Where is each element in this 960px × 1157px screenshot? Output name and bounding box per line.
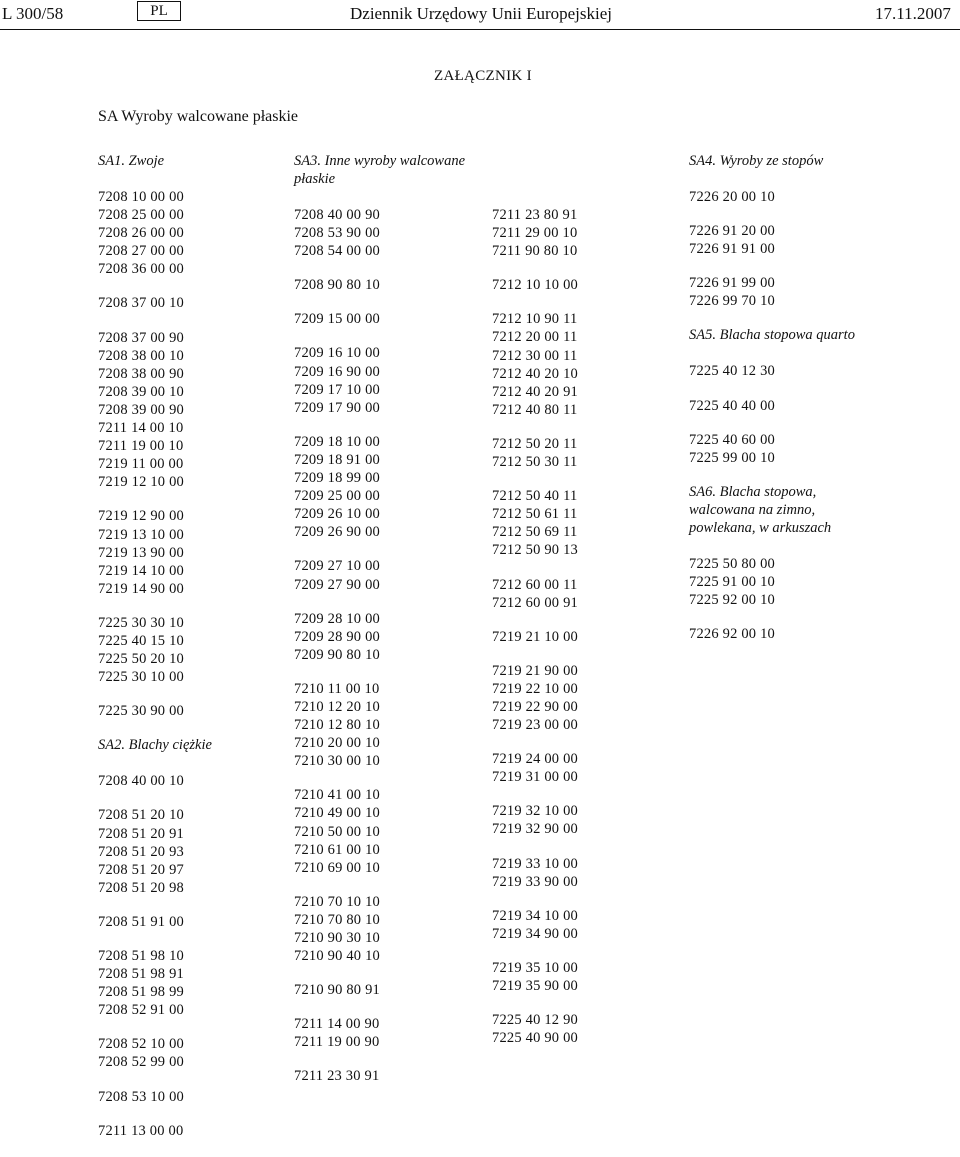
cn-code: 7219 22 90 00 [492,698,578,715]
code-group [98,1122,278,1140]
code-group [689,555,879,609]
cn-code: 7208 39 00 90 [98,401,184,418]
cn-code: 7219 32 10 00 [492,803,578,820]
cn-code: 7211 29 00 10 [492,225,578,242]
cn-code: 7225 40 12 90 [492,1012,578,1029]
page-reference: L 300/58 [2,4,64,23]
code-group [492,435,677,471]
cn-code: 7225 40 60 00 [689,431,775,448]
code-group [98,294,278,312]
cn-code: 7225 30 30 10 [98,614,184,631]
publication-date: 17.11.2007 [875,4,951,23]
column-2 [294,152,479,1102]
cn-code: 7210 12 20 10 [294,698,380,715]
cn-code: 7226 91 91 00 [689,241,775,258]
cn-code: 7209 26 90 00 [294,524,380,541]
cn-code: 7219 14 10 00 [98,562,184,579]
cn-code: 7209 17 90 00 [294,399,380,416]
cn-code: 7212 40 20 10 [492,365,578,382]
code-group [294,433,479,542]
cn-code: 7210 69 00 10 [294,859,380,876]
cn-code: 7209 18 91 00 [294,451,380,468]
cn-code: 7225 30 90 00 [98,703,184,720]
code-group [492,276,677,294]
cn-code: 7208 38 00 10 [98,347,184,364]
code-group [98,1035,278,1071]
cn-code: 7209 26 10 00 [294,506,380,523]
cn-code: 7219 13 10 00 [98,526,184,543]
code-group [98,947,278,1019]
cn-code: 7209 27 90 00 [294,576,380,593]
code-group [294,1067,479,1085]
cn-code: 7225 40 12 30 [689,363,775,380]
code-group [689,222,879,258]
cn-code: 7225 50 20 10 [98,651,184,668]
column-3 [492,206,677,1063]
cn-code: 7219 14 90 00 [98,580,184,597]
cn-code: 7219 31 00 00 [492,769,578,786]
cn-code: 7210 90 30 10 [294,930,380,946]
cn-code: 7219 33 90 00 [492,873,578,890]
cn-code: 7208 37 00 10 [98,295,184,312]
code-group [492,662,677,734]
code-group [294,610,479,664]
cn-code: 7208 39 00 10 [98,383,184,400]
cn-code: 7208 40 00 10 [98,773,184,790]
cn-code: 7210 41 00 10 [294,787,380,804]
cn-code: 7211 19 00 10 [98,438,184,455]
cn-code: 7226 99 70 10 [689,293,775,310]
cn-code: 7219 34 10 00 [492,907,578,924]
cn-code: 7210 30 00 10 [294,753,380,770]
cn-code: 7208 51 98 10 [98,948,184,964]
section-title: SA6. Blacha stopowa, walcowana na zimno, powlekana, w arkuszach [689,483,832,536]
code-group [492,1011,677,1047]
section [689,483,879,643]
cn-code: 7208 52 10 00 [98,1036,184,1053]
cn-code: 7225 91 00 10 [689,573,775,590]
code-group [98,913,278,931]
cn-code: 7212 60 00 11 [492,576,578,593]
code-group [689,362,879,380]
code-group [98,702,278,720]
annex-title: ZAŁĄCZNIK I [434,68,532,84]
code-group [98,329,278,492]
cn-code: 7219 21 90 00 [492,662,578,679]
cn-code: 7208 36 00 00 [98,261,184,278]
cn-code: 7209 15 00 00 [294,311,380,328]
cn-code: 7225 40 90 00 [492,1030,578,1047]
section-title: SA1. Zwoje [98,153,165,169]
code-group [689,397,879,415]
cn-code: 7210 90 40 10 [294,948,380,965]
cn-code: 7208 51 98 91 [98,966,184,983]
cn-code: 7208 25 00 00 [98,207,184,224]
cn-code: 7208 51 20 97 [98,861,184,878]
cn-code: 7219 34 90 00 [492,925,578,942]
code-group [294,981,479,999]
cn-code: 7212 50 69 11 [492,524,578,541]
cn-code: 7208 38 00 90 [98,365,184,382]
code-group [492,487,677,559]
cn-code: 7211 13 00 00 [98,1122,184,1139]
cn-code: 7210 11 00 10 [294,680,380,697]
cn-code: 7210 12 80 10 [294,717,380,734]
cn-code: 7209 25 00 00 [294,488,380,505]
code-group [492,206,677,260]
code-group [294,344,479,416]
cn-code: 7208 53 90 00 [294,225,380,242]
cn-code: 7210 70 10 10 [294,893,380,910]
section-title: SA4. Wyroby ze stopów [689,153,824,169]
cn-code: 7209 28 90 00 [294,628,380,645]
cn-code: 7225 92 00 10 [689,592,775,609]
code-group [98,806,278,896]
code-group [294,786,479,876]
cn-code: 7226 91 99 00 [689,275,775,292]
cn-code: 7210 49 00 10 [294,805,380,822]
code-group [294,310,479,328]
cn-code: 7209 27 10 00 [294,558,380,575]
cn-code: 7208 53 10 00 [98,1088,184,1105]
language-code-box: PL [137,1,181,21]
cn-code: 7209 17 10 00 [294,381,380,398]
cn-code: 7209 90 80 10 [294,646,380,663]
section [98,736,278,1139]
cn-code: 7219 24 00 00 [492,751,578,768]
code-group [492,628,677,646]
cn-code: 7208 51 20 98 [98,879,184,896]
section [689,326,879,466]
cn-code: 7212 30 00 11 [492,347,578,364]
cn-code: 7212 40 20 91 [492,383,578,400]
cn-code: 7226 92 00 10 [689,626,775,643]
cn-code: 7212 20 00 11 [492,329,578,346]
code-group [294,1015,479,1051]
cn-code: 7208 51 20 93 [98,843,184,860]
cn-code: 7219 12 10 00 [98,474,184,491]
section [294,152,479,1086]
code-group [689,274,879,310]
code-group [689,188,879,206]
cn-code: 7219 12 90 00 [98,508,184,525]
section-title: SA2. Blachy ciężkie [98,737,212,754]
cn-code: 7209 28 10 00 [294,610,380,627]
cn-code: 7208 51 91 00 [98,913,184,930]
code-group [294,893,479,965]
cn-code: 7209 16 10 00 [294,345,380,362]
code-group [492,802,677,838]
code-group [98,772,278,790]
code-group [492,855,677,891]
cn-code: 7208 26 00 00 [98,225,184,242]
cn-code: 7212 50 61 11 [492,506,578,523]
cn-code: 7210 90 80 91 [294,982,380,999]
code-group [98,614,278,686]
cn-code: 7208 90 80 10 [294,277,380,294]
section [689,152,879,310]
cn-code: 7212 40 80 11 [492,401,578,418]
cn-code: 7212 50 20 11 [492,435,578,452]
cn-code: 7219 35 10 00 [492,959,578,976]
cn-code: 7212 10 10 00 [492,277,578,294]
cn-code: 7208 54 00 00 [294,243,380,260]
cn-code: 7219 23 00 00 [492,717,578,734]
cn-code: 7226 91 20 00 [689,223,775,240]
cn-code: 7209 16 90 00 [294,363,380,380]
cn-code: 7225 50 80 00 [689,555,775,572]
section [492,206,677,1047]
cn-code: 7212 50 40 11 [492,488,578,505]
code-group [98,507,278,597]
code-group [492,907,677,943]
cn-code: 7219 21 10 00 [492,628,578,645]
cn-code: 7225 40 40 00 [689,397,775,414]
cn-code: 7210 70 80 10 [294,911,380,928]
cn-code: 7208 52 99 00 [98,1054,184,1071]
section-title: SA3. Inne wyroby walcowane płaskie [294,153,466,187]
cn-code: 7208 27 00 00 [98,243,184,260]
code-group [492,576,677,612]
code-group [492,750,677,786]
code-group [294,206,479,260]
column-1 [98,152,278,1156]
cn-code: 7212 50 30 11 [492,454,578,471]
cn-code: 7219 35 90 00 [492,978,578,994]
cn-code: 7208 51 98 99 [98,984,184,1001]
cn-code: 7209 18 99 00 [294,470,380,487]
cn-code: 7225 99 00 10 [689,449,775,466]
cn-code: 7219 22 10 00 [492,680,578,697]
cn-code: 7219 11 00 00 [98,456,184,473]
cn-code: 7211 19 00 90 [294,1034,380,1051]
cn-code: 7208 52 91 00 [98,1002,184,1019]
cn-code: 7211 14 00 90 [294,1016,380,1033]
cn-code: 7219 13 90 00 [98,544,184,561]
section [98,152,278,720]
section-title: SA5. Blacha stopowa quarto [689,327,855,344]
cn-code: 7208 10 00 00 [98,189,184,205]
cn-code: 7209 18 10 00 [294,433,380,450]
code-group [294,680,479,770]
cn-code: 7225 40 15 10 [98,632,184,649]
cn-code: 7208 37 00 90 [98,329,184,346]
header-rule [0,29,960,30]
code-group [98,1088,278,1106]
code-group [294,276,479,294]
journal-title: Dziennik Urzędowy Unii Europejskiej [350,4,613,23]
code-group [492,310,677,419]
main-title: SA Wyroby walcowane płaskie [98,108,299,125]
cn-code: 7212 50 90 13 [492,542,578,559]
cn-code: 7225 30 10 00 [98,669,184,686]
code-group [294,557,479,593]
cn-code: 7208 51 20 91 [98,825,184,842]
cn-code: 7212 10 90 11 [492,311,578,328]
cn-code: 7211 23 30 91 [294,1068,380,1085]
cn-code: 7211 90 80 10 [492,243,578,260]
column-4 [689,152,879,659]
code-group [689,625,879,643]
code-group [492,959,677,995]
cn-code: 7211 14 00 10 [98,420,184,437]
cn-code: 7211 23 80 91 [492,207,578,223]
cn-code: 7210 61 00 10 [294,841,380,858]
cn-code: 7210 50 00 10 [294,823,380,840]
cn-code: 7208 40 00 90 [294,207,380,223]
cn-code: 7208 51 20 10 [98,807,184,824]
cn-code: 7219 33 10 00 [492,855,578,872]
cn-code: 7219 32 90 00 [492,821,578,838]
cn-code: 7226 20 00 10 [689,189,775,205]
cn-code: 7212 60 00 91 [492,594,578,611]
cn-code: 7210 20 00 10 [294,735,380,752]
code-group [98,188,278,278]
code-group [689,431,879,467]
